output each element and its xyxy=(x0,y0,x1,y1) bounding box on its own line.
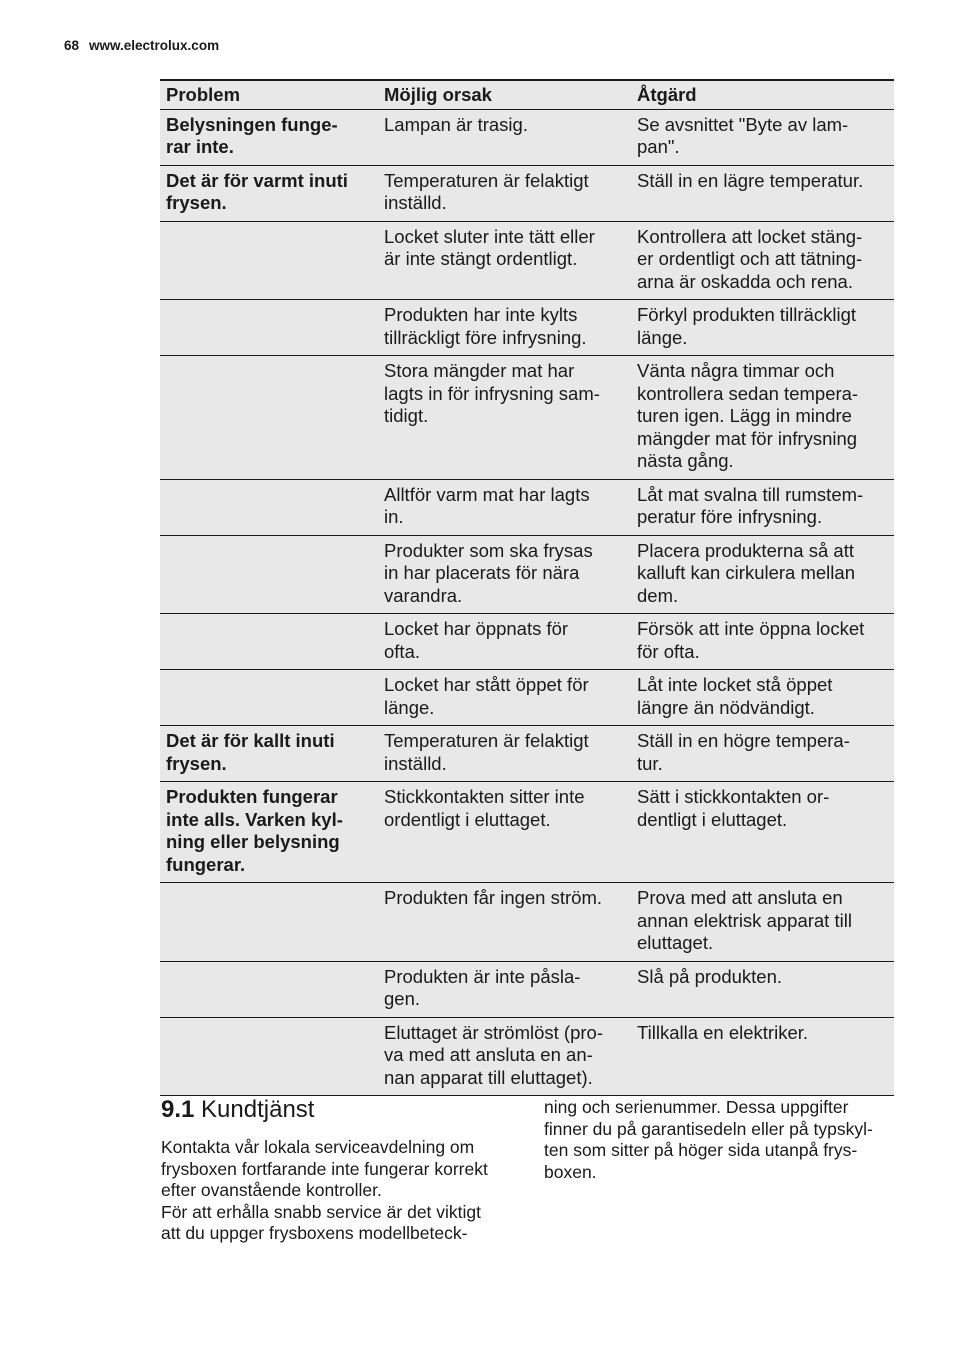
action-cell: Sätt i stickkontakten or- dentligt i eluttaget. xyxy=(631,782,894,883)
cause-cell: Locket sluter inte tätt eller är inte stängt ordentligt. xyxy=(378,221,631,300)
action-cell: Kontrollera att locket stäng- er ordentligt och att tätning- arna är oskadda och rena. xyxy=(631,221,894,300)
site-url: www.electrolux.com xyxy=(89,38,220,53)
table-row xyxy=(160,221,894,300)
action-cell: Förkyl produkten tillräckligt länge. xyxy=(631,300,894,356)
cause-cell: Produkten har inte kylts tillräckligt före infrysning. xyxy=(378,300,631,356)
action-cell: Ställ in en lägre temperatur. xyxy=(631,165,894,221)
text-line: ning och serienummer. Dessa uppgifter xyxy=(544,1097,849,1117)
problem-cell xyxy=(160,535,378,614)
table-row xyxy=(160,782,894,883)
action-cell: Prova med att ansluta en annan elektrisk apparat till eluttaget. xyxy=(631,883,894,962)
column-header-action: Åtgärd xyxy=(631,80,894,109)
troubleshooting-table xyxy=(160,79,894,1096)
cause-cell: Produkten är inte påsla- gen. xyxy=(378,961,631,1017)
cause-cell: Temperaturen är felaktigt inställd. xyxy=(378,165,631,221)
cause-cell: Locket har öppnats för ofta. xyxy=(378,614,631,670)
problem-cell xyxy=(160,221,378,300)
table-row xyxy=(160,300,894,356)
action-cell: Se avsnittet "Byte av lam- pan". xyxy=(631,109,894,165)
cause-cell: Alltför varm mat har lagts in. xyxy=(378,479,631,535)
table-row xyxy=(160,883,894,962)
cause-cell: Lampan är trasig. xyxy=(378,109,631,165)
action-cell: Ställ in en högre tempera- tur. xyxy=(631,726,894,782)
cause-cell: Locket har stått öppet för länge. xyxy=(378,670,631,726)
text-line: För att erhålla snabb service är det viktigt xyxy=(161,1201,482,1222)
problem-cell xyxy=(160,961,378,1017)
text-line: att du uppger frysboxens modellbeteck- xyxy=(161,1223,468,1243)
problem-cell xyxy=(160,1017,378,1096)
action-cell: Vänta några timmar och kontrollera sedan tempera- turen igen. Lägg in mindre mängder mat för infrysning nästa gång. xyxy=(631,356,894,480)
section-title xyxy=(161,1096,314,1124)
text-line: Kontakta vår lokala serviceavdelning om xyxy=(161,1137,475,1157)
table-row xyxy=(160,961,894,1017)
table-row xyxy=(160,479,894,535)
column-header-cause: Möjlig orsak xyxy=(378,80,631,109)
section-text-right xyxy=(544,1097,896,1183)
table-body xyxy=(160,109,894,1096)
problem-cell xyxy=(160,614,378,670)
text-line: efter ovanstående kontroller. xyxy=(161,1180,382,1200)
problem-cell xyxy=(160,883,378,962)
text-line: boxen. xyxy=(544,1161,597,1182)
problem-cell: Produkten fungerar inte alls. Varken kyl- ning eller belysning fungerar. xyxy=(160,782,378,883)
table-row xyxy=(160,356,894,480)
action-cell: Slå på produkten. xyxy=(631,961,894,1017)
section-number: 9.1 xyxy=(161,1096,195,1123)
table-row xyxy=(160,726,894,782)
action-cell: Låt inte locket stå öppet längre än nödvändigt. xyxy=(631,670,894,726)
problem-cell xyxy=(160,300,378,356)
problem-cell: Det är för varmt inuti frysen. xyxy=(160,165,378,221)
action-cell: Placera produkterna så att kalluft kan cirkulera mellan dem. xyxy=(631,535,894,614)
text-line: frysboxen fortfarande inte fungerar korrekt xyxy=(161,1158,488,1179)
problem-cell xyxy=(160,670,378,726)
page-header xyxy=(64,38,219,53)
cause-cell: Stora mängder mat har lagts in för infrysning sam- tidigt. xyxy=(378,356,631,480)
table-row xyxy=(160,109,894,165)
text-line: ten som sitter på höger sida utanpå frys- xyxy=(544,1140,858,1160)
column-header-problem: Problem xyxy=(160,80,378,109)
table-header-row xyxy=(160,80,894,109)
cause-cell: Produkter som ska frysas in har placerats för nära varandra. xyxy=(378,535,631,614)
cause-cell: Stickkontakten sitter inte ordentligt i eluttaget. xyxy=(378,782,631,883)
table-row xyxy=(160,535,894,614)
problem-cell xyxy=(160,479,378,535)
section-title-text: Kundtjänst xyxy=(201,1096,315,1123)
section-text-left xyxy=(161,1137,521,1245)
action-cell: Försök att inte öppna locket för ofta. xyxy=(631,614,894,670)
action-cell: Tillkalla en elektriker. xyxy=(631,1017,894,1096)
cause-cell: Produkten får ingen ström. xyxy=(378,883,631,962)
text-line: finner du på garantisedeln eller på typskyl- xyxy=(544,1118,873,1139)
action-cell: Låt mat svalna till rumstem- peratur före infrysning. xyxy=(631,479,894,535)
problem-cell xyxy=(160,356,378,480)
table-row xyxy=(160,670,894,726)
cause-cell: Eluttaget är strömlöst (pro- va med att ansluta en an- nan apparat till eluttaget). xyxy=(378,1017,631,1096)
problem-cell: Det är för kallt inuti frysen. xyxy=(160,726,378,782)
table-row xyxy=(160,1017,894,1096)
table-row xyxy=(160,165,894,221)
page-number: 68 xyxy=(64,38,80,53)
cause-cell: Temperaturen är felaktigt inställd. xyxy=(378,726,631,782)
problem-cell: Belysningen funge- rar inte. xyxy=(160,109,378,165)
table-row xyxy=(160,614,894,670)
